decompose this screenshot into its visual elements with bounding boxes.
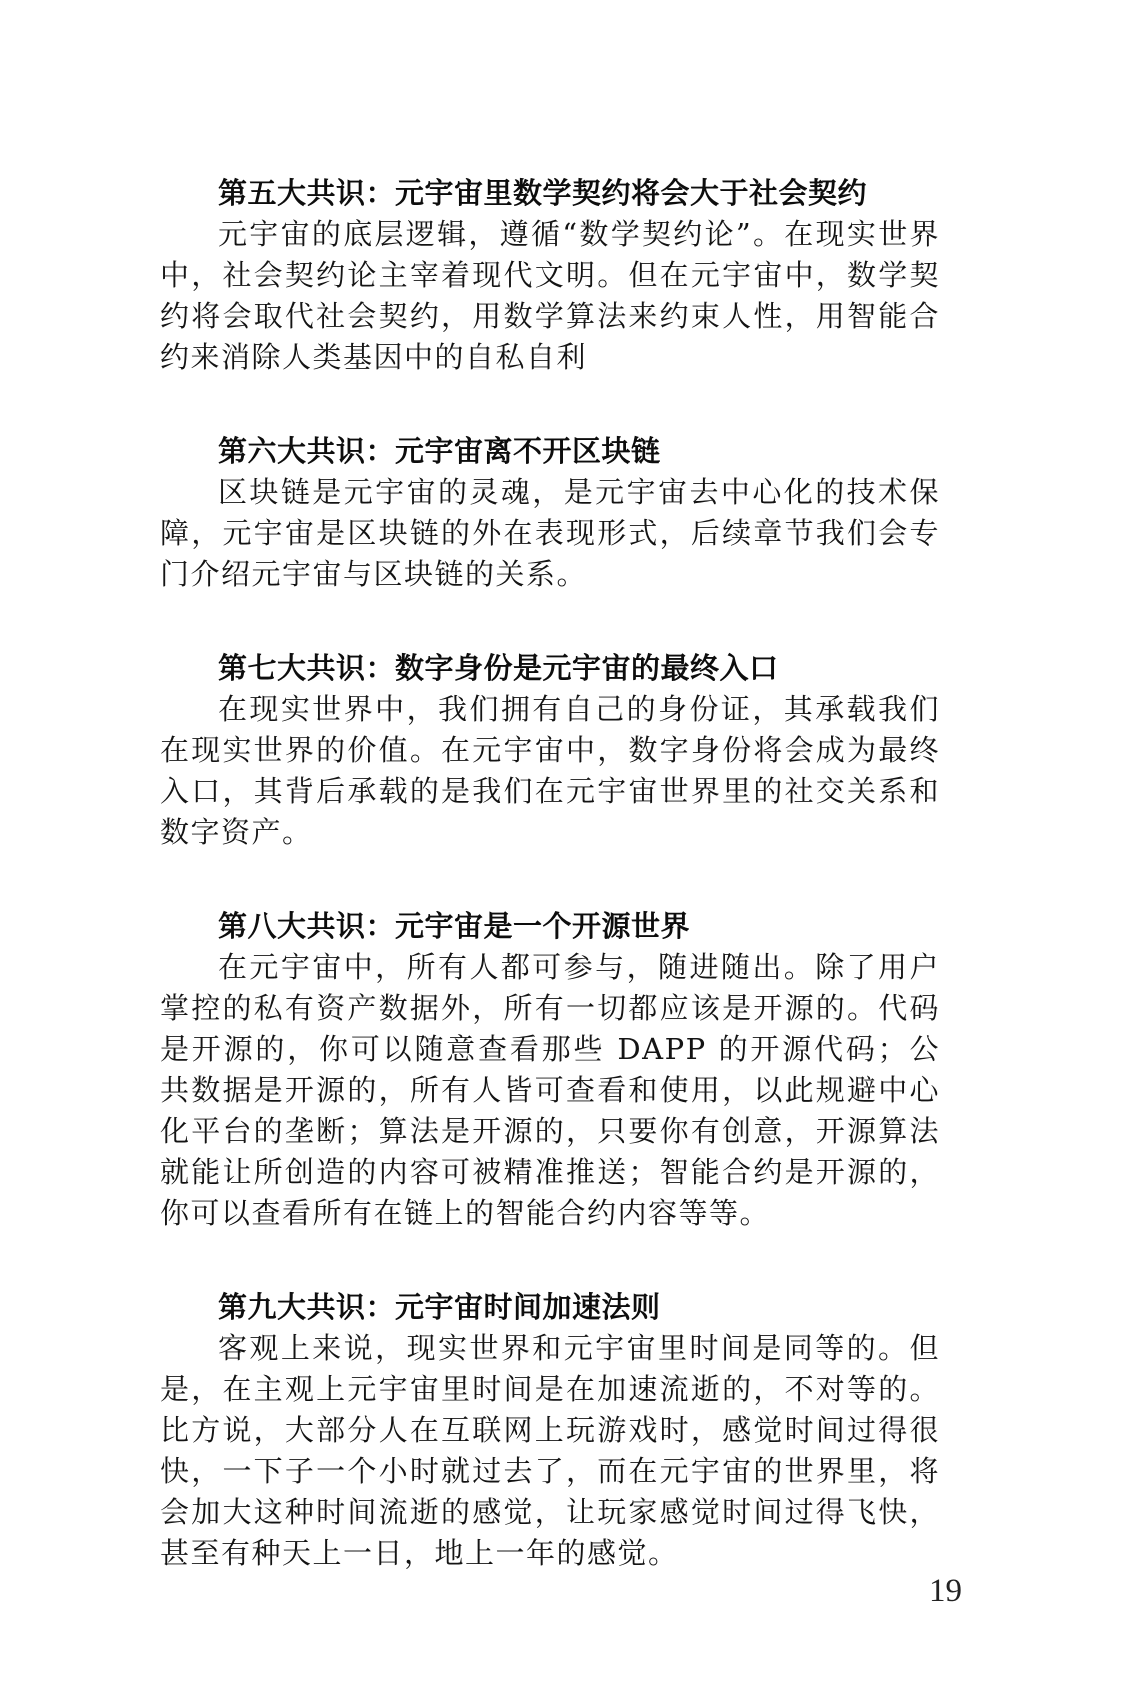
- consensus-section-8: [160, 906, 940, 1234]
- section-heading: 第九大共识：元宇宙时间加速法则: [218, 1290, 661, 1324]
- consensus-section-7: [160, 648, 940, 853]
- consensus-section-5: [160, 173, 940, 378]
- section-paragraph: 客观上来说，现实世界和元宇宙里时间是同等的。但是，在主观上元宇宙里时间是在加速流逝的，不对等的。比方说，大部分人在互联网上玩游戏时，感觉时间过得很快，一下子一个小时就过去了，而在元宇宙的世界里，将会加大这种时间流逝的感觉，让玩家感觉时间过得飞快，甚至有种天上一日，地上一年的感觉。: [160, 1331, 940, 1570]
- page-number: 19: [929, 1573, 962, 1609]
- consensus-section-9: [160, 1287, 940, 1574]
- section-heading: 第八大共识：元宇宙是一个开源世界: [218, 909, 691, 943]
- section-paragraph: 在现实世界中，我们拥有自己的身份证，其承载我们在现实世界的价值。在元宇宙中，数字身份将会成为最终入口，其背后承载的是我们在元宇宙世界里的社交关系和数字资产。: [160, 692, 940, 849]
- consensus-section-6: [160, 431, 940, 595]
- section-paragraph: 元宇宙的底层逻辑，遵循“数学契约论”。在现实世界中，社会契约论主宰着现代文明。但在元宇宙中，数学契约将会取代社会契约，用数学算法来约束人性，用智能合约来消除人类基因中的自私自利: [160, 217, 940, 374]
- section-paragraph: 区块链是元宇宙的灵魂，是元宇宙去中心化的技术保障，元宇宙是区块链的外在表现形式，后续章节我们会专门介绍元宇宙与区块链的关系。: [160, 475, 940, 591]
- section-heading: 第七大共识：数字身份是元宇宙的最终入口: [218, 651, 779, 685]
- section-paragraph: 在元宇宙中，所有人都可参与，随进随出。除了用户掌控的私有资产数据外，所有一切都应该是开源的。代码是开源的，你可以随意查看那些 DAPP 的开源代码；公共数据是开源的，所有人皆可查看和使用，以此规避中心化平台的垄断；算法是开源的，只要你有创意，开源算法就能让所创造的内容可被精准推送；智能合约是开源的，你可以查看所有在链上的智能合约内容等等。: [160, 950, 940, 1230]
- page-content: [160, 173, 940, 1627]
- section-heading: 第五大共识：元宇宙里数学契约将会大于社会契约: [218, 176, 868, 210]
- section-heading: 第六大共识：元宇宙离不开区块链: [218, 434, 661, 468]
